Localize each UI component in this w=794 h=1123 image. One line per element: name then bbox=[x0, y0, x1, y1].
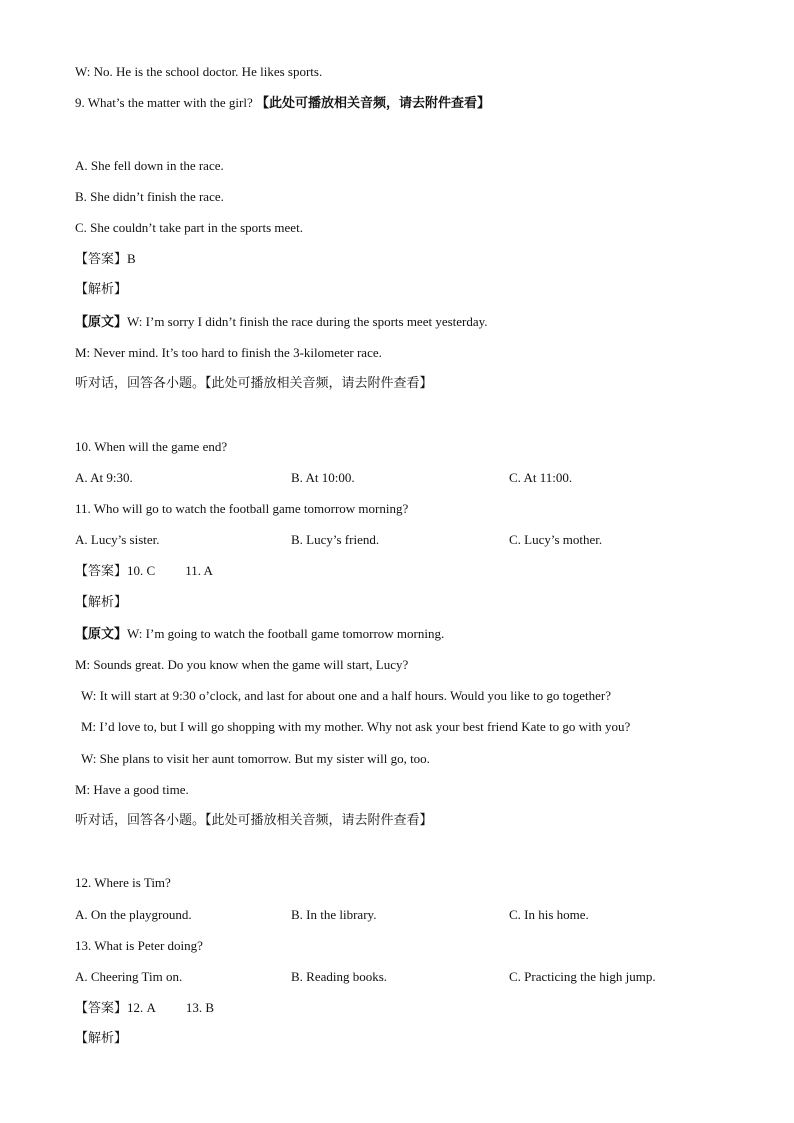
answer-label: 【答案】 bbox=[75, 564, 128, 579]
question-13: 13. What is Peter doing? bbox=[75, 938, 203, 953]
option-b: B. She didn’t finish the race. bbox=[75, 189, 224, 204]
question-9 bbox=[75, 94, 490, 113]
option-a: A. At 9:30. bbox=[75, 470, 133, 485]
question-text: 9. What’s the matter with the girl? bbox=[75, 95, 253, 110]
option-c: C. Lucy’s mother. bbox=[509, 532, 603, 547]
option-a: A. Lucy’s sister. bbox=[75, 532, 160, 547]
option-a: A. On the playground. bbox=[75, 907, 192, 922]
option-c: C. Practicing the high jump. bbox=[509, 969, 656, 984]
dialogue-line: M: Have a good time. bbox=[75, 782, 189, 797]
option-a: A. Cheering Tim on. bbox=[75, 969, 183, 984]
listen-instruction[interactable]: 听对话，回答各小题。【此处可播放相关音频，请去附件查看】 bbox=[75, 813, 433, 828]
dialogue-line: W: It will start at 9:30 o’clock, and last for about one and a half hours. Would you like to go together? bbox=[81, 688, 612, 703]
option-c: C. In his home. bbox=[509, 907, 589, 922]
answer-value: 10. C bbox=[127, 563, 156, 578]
answer-value: 13. B bbox=[185, 1000, 215, 1015]
original-text: W: I’m going to watch the football game tomorrow morning. bbox=[127, 626, 445, 641]
audio-link[interactable]: 【此处可播放相关音频，请去附件查看】 bbox=[256, 96, 491, 111]
option-b: B. Lucy’s friend. bbox=[291, 532, 380, 547]
answer-label: 【答案】 bbox=[75, 252, 128, 267]
answer-line bbox=[75, 999, 214, 1018]
dialogue-line: M: I’d love to, but I will go shopping with my mother. Why not ask your best friend Kate to go with you? bbox=[81, 719, 631, 734]
answer-value: 12. A bbox=[127, 1000, 156, 1015]
answer-value: B bbox=[127, 251, 136, 266]
question-11: 11. Who will go to watch the football game tomorrow morning? bbox=[75, 501, 409, 516]
dialogue-line: W: She plans to visit her aunt tomorrow. But my sister will go, too. bbox=[81, 751, 430, 766]
option-c: C. At 11:00. bbox=[509, 470, 573, 485]
option-b: B. At 10:00. bbox=[291, 470, 355, 485]
original-text-label: 【原文】 bbox=[75, 315, 128, 330]
answer-line bbox=[75, 562, 213, 581]
original-text: W: I’m sorry I didn’t finish the race during the sports meet yesterday. bbox=[127, 314, 488, 329]
dialogue-line: M: Sounds great. Do you know when the game will start, Lucy? bbox=[75, 657, 409, 672]
listen-instruction[interactable]: 听对话，回答各小题。【此处可播放相关音频，请去附件查看】 bbox=[75, 376, 433, 391]
analysis-label: 【解析】 bbox=[75, 595, 128, 610]
option-b: B. Reading books. bbox=[291, 969, 388, 984]
answer-label: 【答案】 bbox=[75, 1001, 128, 1016]
original-text-line bbox=[75, 625, 444, 644]
answer-value: 11. A bbox=[185, 563, 213, 578]
option-a: A. She fell down in the race. bbox=[75, 158, 224, 173]
dialogue-line: M: Never mind. It’s too hard to finish the 3-kilometer race. bbox=[75, 345, 382, 360]
option-c: C. She couldn’t take part in the sports meet. bbox=[75, 220, 303, 235]
original-text-label: 【原文】 bbox=[75, 627, 128, 642]
analysis-label: 【解析】 bbox=[75, 282, 128, 297]
dialogue-line: W: No. He is the school doctor. He likes sports. bbox=[75, 64, 323, 79]
answer-line bbox=[75, 250, 136, 269]
original-text-line bbox=[75, 313, 488, 332]
question-10: 10. When will the game end? bbox=[75, 439, 228, 454]
option-b: B. In the library. bbox=[291, 907, 377, 922]
analysis-label: 【解析】 bbox=[75, 1031, 128, 1046]
question-12: 12. Where is Tim? bbox=[75, 875, 171, 890]
